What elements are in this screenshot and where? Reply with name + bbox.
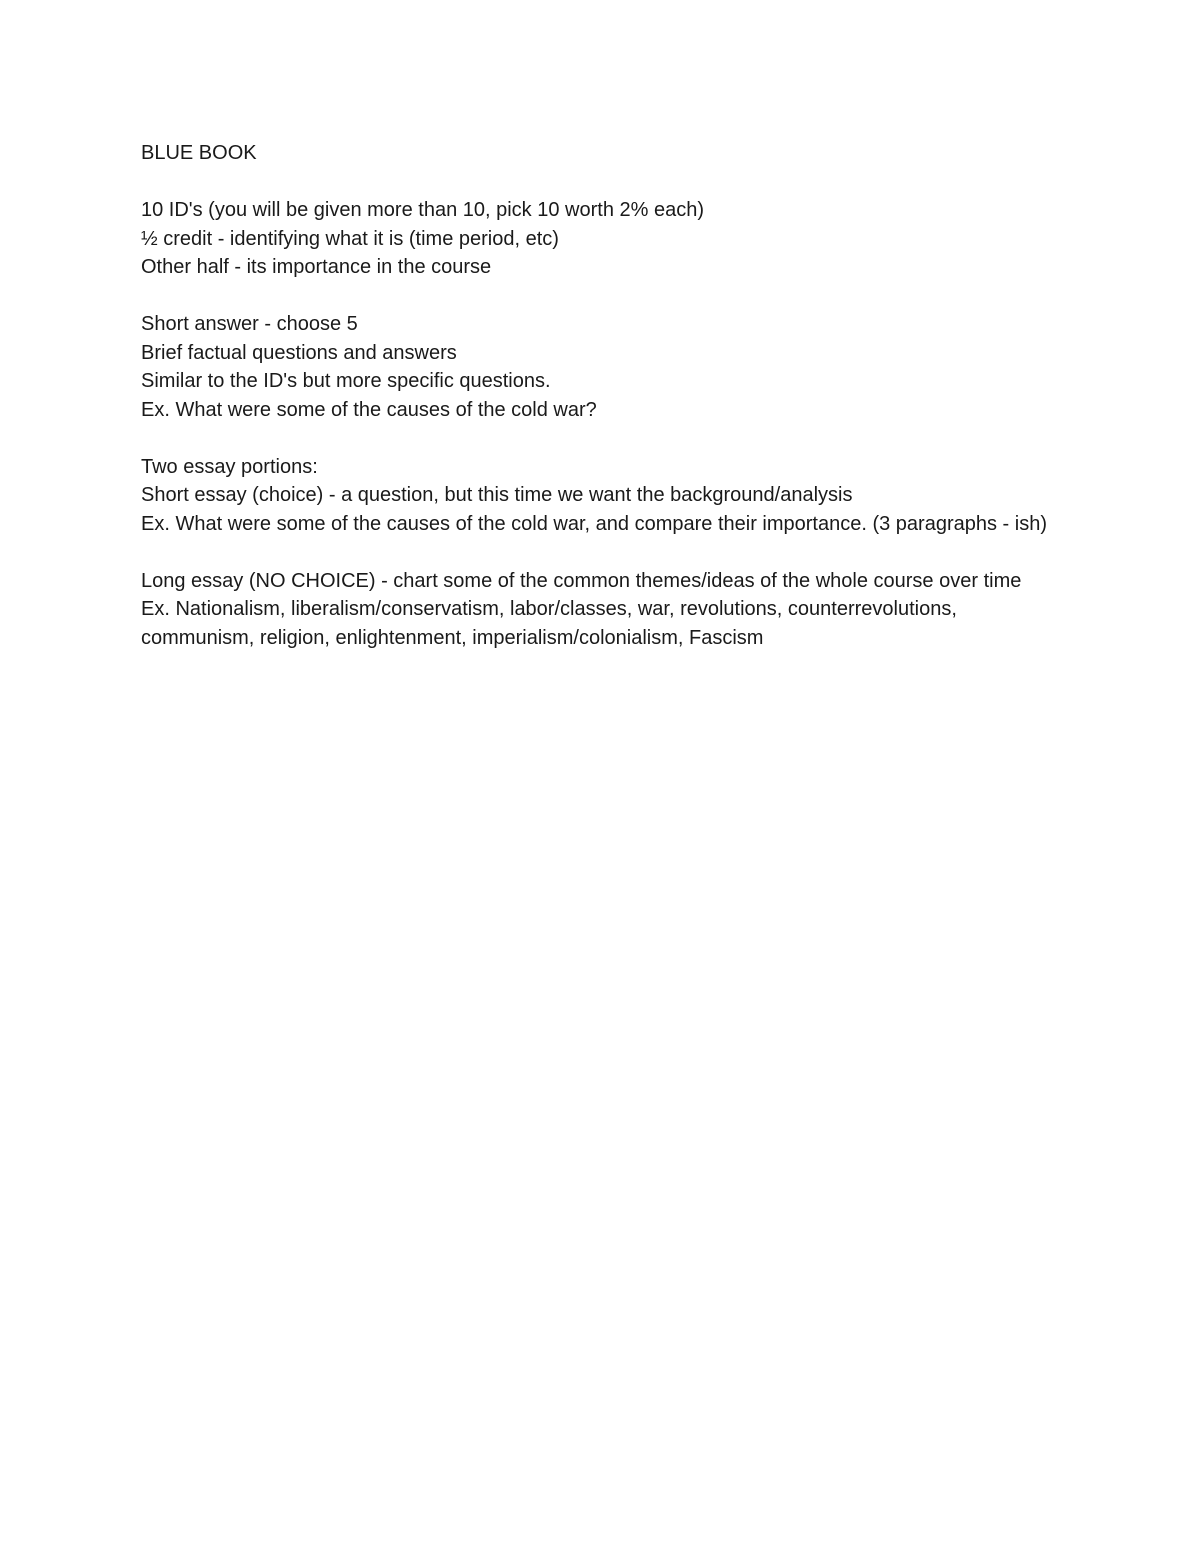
ids-line-other-half: Other half - its importance in the course bbox=[141, 256, 492, 278]
short-essay-description: Short essay (choice) - a question, but this time we want the background/analysis bbox=[141, 484, 853, 506]
short-answer-note: Similar to the ID's but more specific questions. bbox=[141, 370, 551, 392]
document-body bbox=[141, 139, 1061, 652]
short-essay-example: Ex. What were some of the causes of the cold war, and compare their importance. (3 paragraphs - ish) bbox=[141, 512, 1047, 535]
ids-line-half-credit: ½ credit - identifying what it is (time period, etc) bbox=[141, 227, 559, 250]
blank-line bbox=[141, 168, 1061, 197]
blank-line bbox=[141, 424, 1061, 453]
short-answer-example: Ex. What were some of the causes of the cold war? bbox=[141, 398, 597, 421]
short-answer-description: Brief factual questions and answers bbox=[141, 341, 457, 364]
blank-line bbox=[141, 282, 1061, 311]
long-essay-example: Ex. Nationalism, liberalism/conservatism, labor/classes, war, revolutions, counterrevolutions, communism, religion, enlightenment, imperialism/colonialism, Fascism bbox=[141, 598, 957, 649]
blank-line bbox=[141, 538, 1061, 567]
ids-line-count: 10 ID's (you will be given more than 10, pick 10 worth 2% each) bbox=[141, 199, 704, 221]
essay-heading: Two essay portions: bbox=[141, 455, 318, 478]
document-title: BLUE BOOK bbox=[141, 142, 257, 164]
short-answer-heading: Short answer - choose 5 bbox=[141, 313, 358, 335]
long-essay-description: Long essay (NO CHOICE) - chart some of the common themes/ideas of the whole course over time bbox=[141, 569, 1022, 592]
